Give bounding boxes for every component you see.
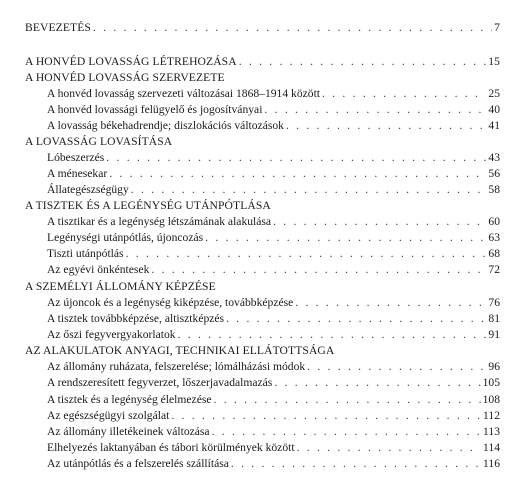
toc-section-heading xyxy=(25,344,500,357)
toc-entry-label: Az egészségügyi szolgálat xyxy=(47,409,170,422)
toc-entry xyxy=(47,441,500,454)
dot-leader xyxy=(322,87,486,100)
toc-entry-label: AZ ALAKULATOK ANYAGI, TECHNIKAI ELLÁTOTTSÁGA xyxy=(25,344,335,357)
toc-entry-label: Állategészségügy xyxy=(47,183,129,196)
toc-page-number: 43 xyxy=(488,151,500,164)
toc-entry-label: Az állomány illetékeinek változása xyxy=(47,425,210,438)
toc-entry-label: Legénységi utánpótlás, újoncozás xyxy=(47,231,204,244)
toc-page-number: 116 xyxy=(483,457,500,470)
toc-entry-label: A ménesekar xyxy=(47,167,108,180)
toc-entry-label: A HONVÉD LOVASSÁG LÉTREHOZÁSA xyxy=(25,55,237,68)
dot-leader xyxy=(131,183,487,196)
dot-leader xyxy=(178,328,487,341)
toc-page-number: 68 xyxy=(488,247,500,260)
toc-page-number: 25 xyxy=(488,87,500,100)
toc-section-heading xyxy=(25,199,500,212)
toc-entry-label: A rendszeresített fegyverzet, lőszerjavadalmazás xyxy=(47,376,273,389)
dot-leader xyxy=(93,21,492,34)
toc-entry xyxy=(47,263,500,276)
toc-entry xyxy=(47,457,500,470)
toc-section-heading xyxy=(25,280,500,293)
toc-page-number: 96 xyxy=(488,360,500,373)
toc-entry-label: Az őszi fegyvergyakorlatok xyxy=(47,328,176,341)
toc-entry-label: Tiszti utánpótlás xyxy=(47,247,124,260)
dot-leader xyxy=(226,312,486,325)
toc-page-number: 15 xyxy=(488,55,500,68)
toc-page-number: 91 xyxy=(488,328,500,341)
dot-leader xyxy=(274,376,480,389)
toc-entry-label: Az egyévi önkéntesek xyxy=(47,263,150,276)
dot-leader xyxy=(214,393,481,406)
dot-leader xyxy=(231,457,481,470)
toc-page-number: 72 xyxy=(488,263,500,276)
dot-leader xyxy=(106,151,486,164)
toc-entry xyxy=(47,183,500,196)
toc-entry xyxy=(47,296,500,309)
toc-entry xyxy=(47,103,500,116)
toc-section-heading xyxy=(25,21,500,34)
toc-entry-label: BEVEZETÉS xyxy=(25,21,91,34)
toc-entry-label: A tisztek továbbképzése, altisztképzés xyxy=(47,312,225,325)
toc-page-number: 76 xyxy=(488,296,500,309)
toc-page-number: 114 xyxy=(483,441,500,454)
toc-section-heading xyxy=(25,55,500,68)
toc-entry xyxy=(47,87,500,100)
toc-entry xyxy=(47,360,500,373)
toc-entry xyxy=(47,119,500,132)
toc-entry-label: A HONVÉD LOVASSÁG SZERVEZETE xyxy=(25,71,225,84)
dot-leader xyxy=(171,409,481,422)
toc-page-number: 41 xyxy=(488,119,500,132)
toc-entry-label: Az állomány ruházata, felszerelése; lómálházási módok xyxy=(47,360,306,373)
dot-leader xyxy=(239,55,487,68)
toc-entry-label: A TISZTEK ÉS A LEGÉNYSÉG UTÁNPÓTLÁSA xyxy=(25,199,271,212)
toc-entry-label: A tisztikar és a legénység létszámának alakulása xyxy=(47,215,272,228)
toc-entry xyxy=(47,215,500,228)
dot-leader xyxy=(126,247,487,260)
toc-page-number: 63 xyxy=(488,231,500,244)
toc-entry xyxy=(47,231,500,244)
toc-page-number: 40 xyxy=(488,103,500,116)
toc-entry xyxy=(47,167,500,180)
dot-leader xyxy=(151,263,486,276)
dot-leader xyxy=(295,296,486,309)
dot-leader xyxy=(212,425,481,438)
toc-entry-label: A honvéd lovassági felügyelő és jogosítványai xyxy=(47,103,263,116)
toc-page-number: 58 xyxy=(488,183,500,196)
dot-leader xyxy=(286,119,486,132)
dot-leader xyxy=(205,231,486,244)
toc-page-number: 60 xyxy=(488,215,500,228)
toc-page-number: 105 xyxy=(482,376,500,389)
toc-entry-label: A lovasság békehadrendje; diszlokációs változások xyxy=(47,119,284,132)
dot-leader xyxy=(297,441,481,454)
toc-entry-label: Lóbeszerzés xyxy=(47,151,105,164)
toc-entry xyxy=(47,376,500,389)
toc-entry-label: A SZEMÉLYI ÁLLOMÁNY KÉPZÉSE xyxy=(25,280,216,293)
toc-page-number: 108 xyxy=(482,393,500,406)
toc-section-heading xyxy=(25,71,500,84)
toc-entry-label: A tisztek és a legénység élelmezése xyxy=(47,393,212,406)
dot-leader xyxy=(307,360,486,373)
dot-leader xyxy=(109,167,486,180)
toc-section-heading xyxy=(25,135,500,148)
toc-page-number: 7 xyxy=(494,21,500,34)
toc-entry-label: A LOVASSÁG LOVASÍTÁSA xyxy=(25,135,173,148)
toc-entry xyxy=(47,409,500,422)
toc-entry xyxy=(47,393,500,406)
toc-entry-label: Elhelyezés laktanyában és tábori körülmények között xyxy=(47,441,295,454)
toc-entry xyxy=(47,151,500,164)
toc-entry xyxy=(47,247,500,260)
toc-page-number: 113 xyxy=(483,425,500,438)
toc-entry-label: Az újoncok és a legénység kiképzése, továbbképzése xyxy=(47,296,294,309)
toc-entry xyxy=(47,425,500,438)
toc-page-number: 112 xyxy=(483,409,500,422)
toc-entry-label: Az utánpótlás és a felszerelés szállítása xyxy=(47,457,229,470)
dot-leader xyxy=(273,215,486,228)
toc-page-number: 81 xyxy=(488,312,500,325)
toc-entry xyxy=(47,312,500,325)
dot-leader xyxy=(264,103,486,116)
toc-page-number: 56 xyxy=(488,167,500,180)
toc-entry xyxy=(47,328,500,341)
toc-entry-label: A honvéd lovasság szervezeti változásai 1868–1914 között xyxy=(47,87,321,100)
